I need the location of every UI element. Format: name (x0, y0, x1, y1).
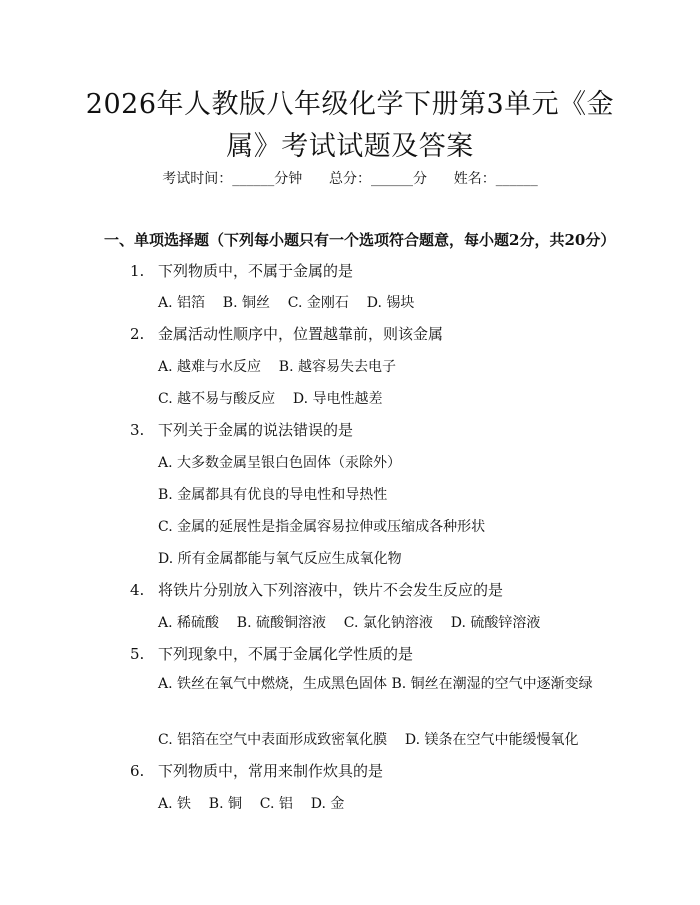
question-number: 6. (130, 762, 145, 780)
question-3 (130, 419, 353, 440)
question-text: 下列物质中，常用来制作炊具的是 (158, 762, 384, 780)
document-title: 2026年人教版八年级化学下册第3单元《金属》考试试题及答案 (85, 89, 615, 162)
question-4-options: A. 稀硫酸 B. 硫酸铜溶液 C. 氯化钠溶液 D. 硫酸锌溶液 (158, 615, 541, 631)
question-text: 下列物质中，不属于金属的是 (158, 262, 354, 280)
question-number: 2. (130, 325, 145, 343)
exam-meta-line: 考试时间：______分钟 总分：______分 姓名：______ (162, 171, 538, 187)
question-text: 下列关于金属的说法错误的是 (158, 421, 354, 439)
question-1-options: A. 铝箔 B. 铜丝 C. 金刚石 D. 锡块 (158, 295, 415, 311)
question-text: 下列现象中，不属于金属化学性质的是 (158, 645, 414, 663)
question-text: 将铁片分别放入下列溶液中，铁片不会发生反应的是 (158, 581, 504, 599)
question-3-option-b: B. 金属都具有优良的导电性和导热性 (158, 487, 388, 503)
question-5 (130, 643, 413, 664)
question-4 (130, 579, 503, 600)
question-3-option-c: C. 金属的延展性是指金属容易拉伸或压缩成各种形状 (158, 519, 486, 535)
question-3-option-d: D. 所有金属都能与氧气反应生成氧化物 (158, 551, 402, 567)
question-3-option-a: A. 大多数金属呈银白色固体（汞除外） (158, 455, 402, 471)
question-2 (130, 323, 443, 344)
question-2-options-line-1: A. 越难与水反应 B. 越容易失去电子 (158, 359, 396, 375)
question-number: 4. (130, 581, 145, 599)
question-6-options: A. 铁 B. 铜 C. 铝 D. 金 (158, 796, 345, 812)
question-5-options-line-1: A. 铁丝在氧气中燃烧，生成黑色固体 B. 铜丝在潮湿的空气中逐渐变绿 (158, 676, 593, 692)
question-text: 金属活动性顺序中，位置越靠前，则该金属 (158, 325, 444, 343)
section-title: 一、单项选择题（下列每小题只有一个选项符合题意，每小题2分，共20分） (104, 231, 616, 249)
question-number: 1. (130, 262, 145, 280)
question-6 (130, 760, 383, 781)
question-2-options-line-2: C. 越不易与酸反应 D. 导电性越差 (158, 391, 383, 407)
question-5-options-line-2: C. 铝箔在空气中表面形成致密氧化膜 D. 镁条在空气中能缓慢氧化 (158, 732, 579, 748)
question-number: 3. (130, 421, 145, 439)
question-number: 5. (130, 645, 145, 663)
question-1 (130, 260, 353, 281)
